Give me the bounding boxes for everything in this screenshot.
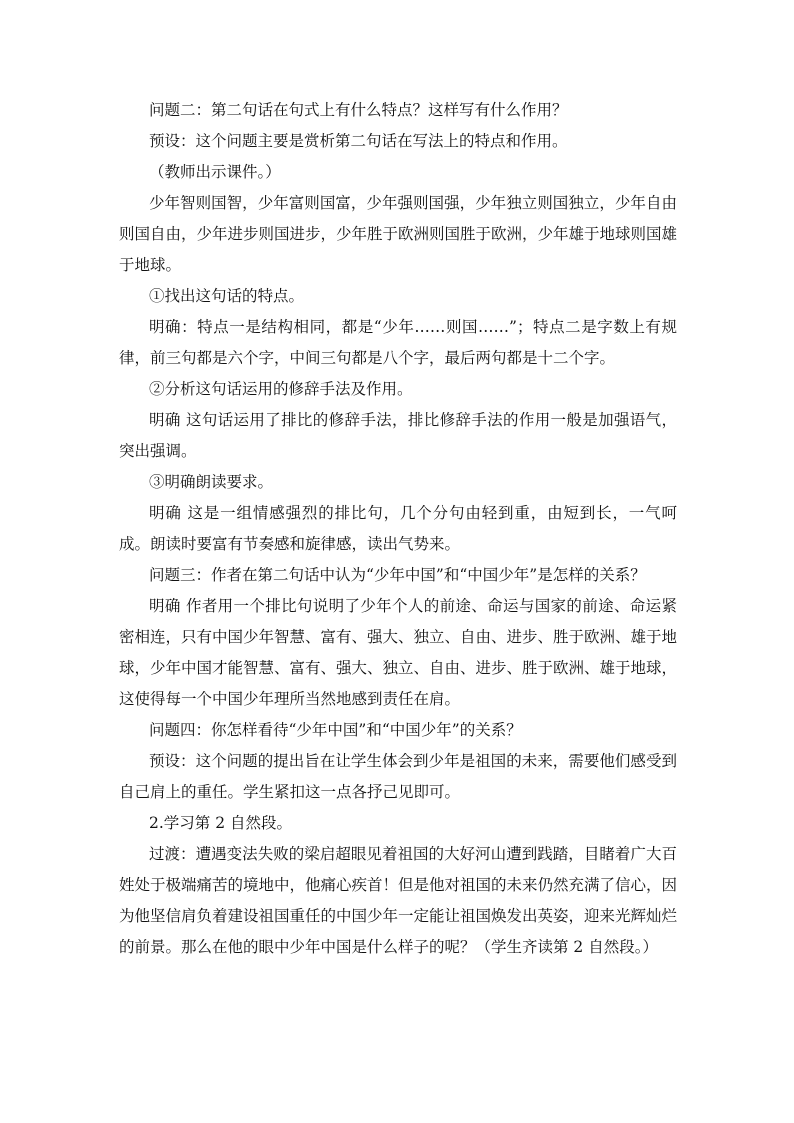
teacher-note-paragraph: （教师出示课件。）	[149, 163, 281, 181]
question-three-paragraph: 问题三：作者在第二句话中认为“少年中国”和“中国少年”是怎样的关系？	[149, 566, 646, 584]
section-heading-paragraph: 2.学习第 2 自然段。	[149, 814, 293, 832]
step-three-paragraph: ③明确朗读要求。	[149, 473, 274, 491]
clarify-relation-paragraph: 明确 作者用一个排比句说明了少年个人的前途、命运与国家的前途、命运紧密相连，只有中国少年智慧、富有、强大、独立、自由、进步、胜于欧洲、雄于地球，少年中国才能智慧、富有、强大、独立、自由、进步、胜于欧洲、雄于地球，这使得每一个中国少年理所当然地感到责任在肩。	[119, 597, 678, 708]
question-four-paragraph: 问题四：你怎样看待“少年中国”和“中国少年”的关系？	[149, 721, 522, 739]
transition-paragraph: 过渡：遭遇变法失败的梁启超眼见着祖国的大好河山遭到践踏，目睹着广大百姓处于极端痛苦的境地中，他痛心疾首！但是他对祖国的未来仍然充满了信心，因为他坚信肩负着建设祖国重任的中国少年一定能让祖国焕发出英姿，迎来光辉灿烂的前景。那么在他的眼中少年中国是什么样子的呢？（学生齐读第 2 自然段。）	[119, 845, 678, 956]
clarify-reading-paragraph: 明确 这是一组情感强烈的排比句，几个分句由轻到重，由短到长，一气呵成。朗读时要富有节奏感和旋律感，读出气势来。	[119, 504, 677, 553]
quote-paragraph: 少年智则国智，少年富则国富，少年强则国强，少年独立则国独立，少年自由则国自由，少年进步则国进步，少年胜于欧洲则国胜于欧洲，少年雄于地球则国雄于地球。	[119, 194, 678, 274]
step-one-paragraph: ①找出这句话的特点。	[149, 287, 305, 305]
preset-paragraph: 预设：这个问题主要是赏析第二句话在写法上的特点和作用。	[149, 132, 568, 150]
clarify-rhetoric-paragraph: 明确 这句话运用了排比的修辞手法，排比修辞手法的作用一般是加强语气，突出强调。	[119, 411, 677, 460]
clarify-features-paragraph: 明确：特点一是结构相同，都是“少年……则国……”；特点二是字数上有规律，前三句都是六个字，中间三句都是八个字，最后两句都是十二个字。	[119, 318, 677, 367]
document-page	[119, 95, 677, 963]
question-two-paragraph: 问题二：第二句话在句式上有什么特点？这样写有什么作用？	[149, 101, 568, 119]
step-two-paragraph: ②分析这句话运用的修辞手法及作用。	[149, 380, 413, 398]
preset-four-paragraph: 预设：这个问题的提出旨在让学生体会到少年是祖国的未来，需要他们感受到自己肩上的重任。学生紧扣这一点各抒己见即可。	[119, 752, 677, 801]
